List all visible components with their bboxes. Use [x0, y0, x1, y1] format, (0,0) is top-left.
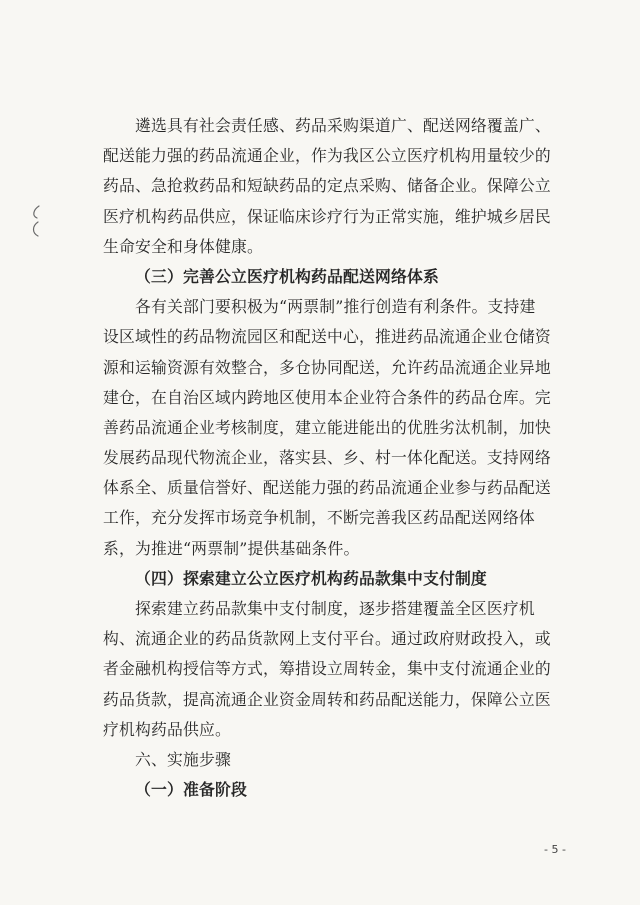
text-line: 系，为推进“两票制”提供基础条件。 [103, 538, 360, 558]
text-line: 生命安全和身体健康。 [103, 236, 263, 256]
text-line: 源和运输资源有效整合，多仓协同配送，允许药品流通企业异地 [103, 357, 551, 377]
page-number: - 5 - [544, 843, 566, 856]
text-line: 配送能力强的药品流通企业，作为我区公立医疗机构用量较少的 [103, 146, 551, 166]
text-line: 者金融机构授信等方式，筹措设立周转金，集中支付流通企业的 [103, 659, 551, 679]
section-heading: （一）准备阶段 [135, 780, 247, 800]
section-heading: （三）完善公立医疗机构药品配送网络体系 [135, 266, 439, 286]
handwritten-margin-mark [30, 204, 42, 238]
text-line: 药品货款，提高流通企业资金周转和药品配送能力，保障公立医 [103, 689, 551, 709]
text-line: 建仓，在自治区域内跨地区使用本企业符合条件的药品仓库。完 [103, 387, 551, 407]
text-line: 医疗机构药品供应，保证临床诊疗行为正常实施，维护城乡居民 [103, 206, 551, 226]
text-line: 发展药品现代物流企业，落实县、乡、村一体化配送。支持网络 [103, 448, 551, 468]
text-line: 遴选具有社会责任感、药品采购渠道广、配送网络覆盖广、 [135, 116, 551, 135]
text-line: 设区域性的药品物流园区和配送中心，推进药品流通企业仓储资 [103, 327, 551, 347]
body-text [103, 111, 583, 805]
text-line: 探索建立药品款集中支付制度，逐步搭建覆盖全区医疗机 [135, 599, 535, 618]
text-line: 工作，充分发挥市场竞争机制，不断完善我区药品配送网络体 [103, 508, 535, 528]
text-line: 善药品流通企业考核制度，建立能进能出的优胜劣汰机制，加快 [103, 417, 551, 437]
text-line: 各有关部门要积极为“两票制”推行创造有利条件。支持建 [135, 297, 536, 317]
text-line: 构、流通企业的药品货款网上支付平台。通过政府财政投入，或 [103, 629, 551, 649]
text-line: 药品、急抢救药品和短缺药品的定点采购、储备企业。保障公立 [103, 176, 551, 196]
text-line: 疗机构药品供应。 [103, 719, 231, 739]
chapter-heading: 六、实施步骤 [135, 749, 231, 769]
text-line: 体系全、质量信誉好、配送能力强的药品流通企业参与药品配送 [103, 478, 551, 498]
section-heading: （四）探索建立公立医疗机构药品款集中支付制度 [135, 568, 487, 588]
